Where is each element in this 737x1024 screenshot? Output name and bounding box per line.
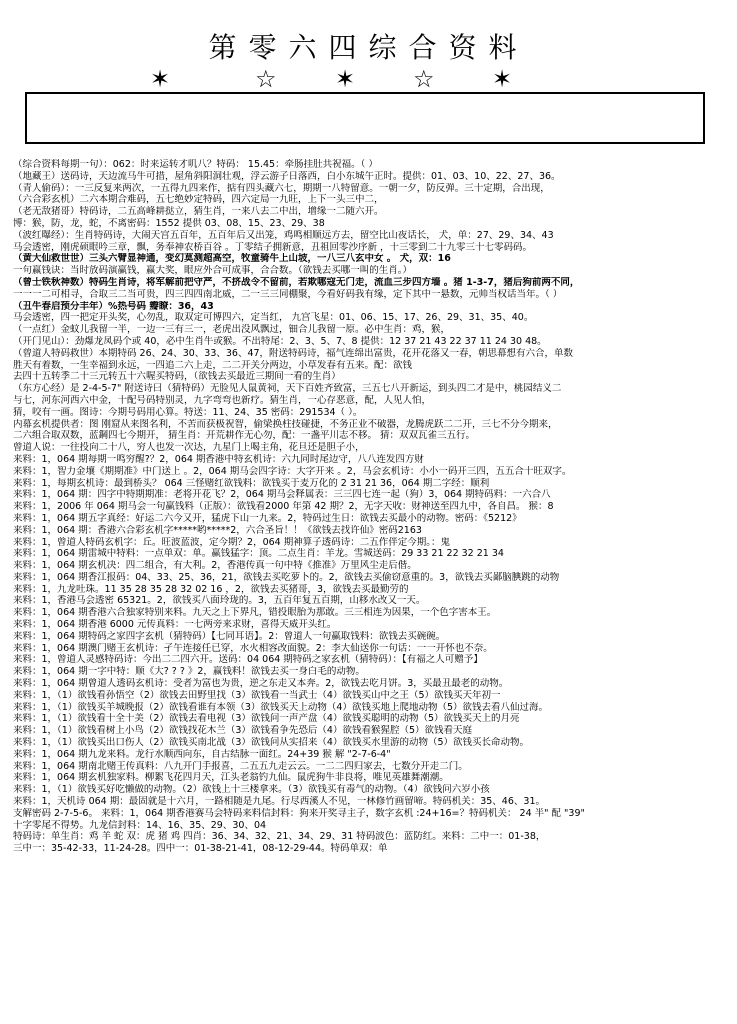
text-line: 来料：1，064 期南北赌王传真料：八九开门手报喜，二五五九走云云。一二二四归家去，七数分开走二门。 [13,760,468,772]
text-line: 来料：1，064 期五字真经：好运二六今又开，猛虎下山一九来。2，特码过生日：欲钱去买最小的动物。密码：《5212》 [13,512,522,524]
text-line: 来料：1，（1）欲钱看树上小鸟（2）欲钱找花木兰（3）欲钱看争先恐后（4）欲钱看猴猩腔（5）欲钱看天庭 [13,725,473,737]
text-line: 来料：1，（1）欲钱看十全十美（2）欲钱去看电视（3）欲钱问一声产盘（4）欲钱买聪明的动物（5）欲钱买天上的月亮 [13,713,520,725]
text-line: 来料：1，064 期一字中特：顺《大? ? ? 》2，赢钱料！欲钱去买一身白毛的动物。 [13,666,365,678]
text-line: 三中一：35-42-33，11-24-28。四中一：01-38-21-41，08-12-29-44。特码单双：单 [13,843,388,855]
text-line: （开门见山）：劲爆龙凤码个或 40，必中生肖牛或猴。不出特尾：2、3、5、7、8 提供：12 37 21 43 22 37 11 24 30 48。 [13,335,547,347]
text-line: 来料：1，九龙吐珠。11 35 28 35 28 32 02 16 ，2，欲钱去买猪哥，3，欲钱去买最勤劳的 [13,583,409,595]
text-line: 来料：1，（1）欲钱买好吃懒做的动物。（2）欲钱上十三楼拿来。（3）欲钱买有毒气的动物。（4）欲钱问六岁小孩 [13,784,490,796]
text-line: （六合彩玄机）二六本期合难码，五七绝妙定特码，四六定局一九旺，上下一头三中二， [13,194,384,206]
text-line: 支解密码 2-7-5-6。 来料：1，064 期香港赛马会特码来料信封料：狗来开奖寻主子，数字玄机 :24+16=？特码机关： 24 半" 配 "39" [13,807,585,819]
text-line: 博：猴，防，龙，蛇，不离密码：1552 提供 03、08、15、23、29、38 [13,217,325,229]
text-line: 来料：1，（1）欲钱看孙悟空（2）欲钱去田野里找（3）欲钱看一当武士（4）欲钱买山中之王（5）欲钱买天年初一 [13,689,501,701]
text-line: 马会透密，刚虎硕眼吟三章，飘，务奉神农桥百谷 。丁零结子拥新意，丑祖回零沙序新 ，十三零到二十九零三十七零码码。 [13,241,533,253]
hollow-star-icon: ☆ [255,65,277,93]
text-line: 来料：1，智力金壤《期期准》中门送上 。2，064 期马会四字诗：大字开来 。2，马会玄机诗：小小一码开三四，五五合十旺双字。 [13,465,572,477]
text-line: 来料：1，2006 年 064 期马会一句赢钱料（正版）：欲钱看2000 年第 42 期？2，无字天收：财神送至四九中，各自昌。 猴：8 [13,501,554,513]
text-line: （综合资料每期一句）：062：时来运转才叽八？特码： 15.45：牵肠挂肚共祝福。（ ） [13,159,378,170]
text-line: 来料：1，064 期九龙来料。龙行水顺西向东，自古结脉一面红。24+39 猴 解 "2-7-6-4" [13,748,391,760]
text-line: （波红曝经）：生肖特码诗，大闹天宫五百年，五百年后又出笼，鸡鸣相顺远方去，留空比山夜话长， 犬，单：27、29、34、43 [13,229,554,241]
text-line: 来料：1，香港马会透密 65321。2，欲钱买八面玲珑的。3，五百年复五百期，山移水改又一天。 [13,595,426,607]
text-line: 来料：1，（1）欲钱买羊城晚报（2）欲钱看谁有本领（3）欲钱买天上动物（4）欲钱买地上爬地动物（5）欲钱去看八仙过海。 [13,701,549,713]
text-line: 一句赢钱诀：当时放码演赢钱，赢大奖，眼应外合可成事，合合数。（欲钱去买哪一叫的生肖。） [13,265,413,277]
text-line: （青人偷码）：一三反复来两次，一五得九四来作，掂有四头藏六七，期期一八特留意。一朝一夕，防反弹。三十定期，合出现， [13,182,550,194]
text-line: （曾士铁秋神数）特码生肖诗，将军解前把守严，不挤战令不留前，若欺哪寇无门走，流血三步四方墙 。猪 1-3-7，猪后狗前两不同， [13,276,580,288]
star-row [150,62,530,96]
text-line: 来料：1，天机诗 064 期：最固就是十六月，一路相随是九尾。行尽西溪人不见，一林修竹画留啼。特码机关：35、46、31。 [13,796,545,808]
asterisk-star-icon: ✶ [150,65,171,93]
text-line: 来料：1，064 期香江报码：04、33、25、36，21，欲钱去买吃萝卜的。2，欲钱去买偷窃意重的。3，欲钱去买鄙脑腆跳的动物 [13,571,560,583]
text-line: 来料：1，每期玄机诗：最到桥头？ 064 三怪赌红欲钱料：欲钱买于麦万化的 2 31 21 36，064 期二字经：顺利 [13,477,490,489]
text-line: 胜天有着数，一生幸福到永远，一四追二六上走，二二开关分两边，小草发春有五来。配：欲钱 [13,359,413,371]
text-line: 与七，河东河西六中金，十配号码特别灵，九字弯弯也新疗。猜生肖，一心存恶意，配，人见人怕， [13,394,432,406]
text-line: 特码诗：单生肖：鸡 羊 蛇 双：虎 猪 鸡 四肖：36、34、32、21、34、29、31 特码波色：蓝防红。来料：二中一：01-38， [13,831,546,843]
text-line: 来料：1，064 期玄机独家料。柳絮飞花四月天，江头老翁钓九仙。鼠虎狗牛非良将，唯见英雄舞潮潮。 [13,772,449,784]
asterisk-star-icon: ✶ [492,65,513,93]
text-line: 来料：1，064 期：四字中特期期准：老将开花飞？2，064 期马会释属表：三三四七连一起（狗）3，064 期特码料：一六合八 [13,489,551,501]
text-line: 来料：1，曾道人灵感特码诗：今出二二四六开。送码：04 064 期特码之家玄机（猜特码）：【有福之人可赠予】 [13,654,483,666]
text-line: 来料：1，064 期澳门赌王玄机诗：孑午连接任已穿，水火相容改面貌。2：李大仙送你一句话：一一开怀也不奈。 [13,642,493,654]
blank-header-box [25,92,705,144]
text-line: 来料：1，（1）欲钱买出口伤人（2）欲钱买南北战（3）欲钱问从实招来（4）欲钱买水里游的动物（5）欲钱买长命动物。 [13,737,530,749]
hollow-star-icon: ☆ [413,65,435,93]
text-line: 马会透密，四一把定开头奖，心勿乱，取双定可博四六，定当红， 九宫飞星：01、06、15、17、26、29、31、35、40。 [13,312,534,324]
text-line: 猜，咬有一画。图诗：今期号码用心算。特送：11、24、35 密码：291534（ ）。 [13,406,363,418]
text-line: 来料：1，064 期曾道人透码玄机诗：受者为富也为贵，逆之东走又本奔。2，欲钱去吃月饼。3，买最丑最老的动物。 [13,678,509,690]
page-title: 第零六四综合资料 [208,31,529,64]
text-line: （一点红）金蚊儿我留一半，一边一三有三一，老虎出没风飘过，钿合儿我留一原。必中生肖：鸡，猴， [13,324,451,336]
text-line: 去四十五转季二十三元转五十六喔买特码，（欲钱去买最近三期间一看的生肖） [13,371,341,383]
asterisk-star-icon: ✶ [335,65,356,93]
text-line: （老无敌猪哥）特码诗，二五高峰耕挞立，猜生肖，一来八去二中出，增缘一二随六开。 [13,206,384,218]
text-line: （东方心经）是 2-4-5-7" 附送诗曰（猜特码）无脸见人鼠黄祠，天下百姓齐致富，三五七八开新运，到头四二才是中，桃园结义二 [13,383,562,395]
text-line: （丑牛春启预分丰年）%热号码 瓣瞭：36，43 [13,300,214,312]
text-line: 来料：1，064 期香港六合独家特别来料。九天之上下界凡，错投眼胎为那敢。三三相连为因果，一个色字害本王。 [13,607,497,619]
text-line: 二六组合取双数，蓝鋼四七今期开， 猜生肖：开荒耕作无心勿，配：一盏平川志不移。 猜：双双瓦雀三五行。 [13,430,476,442]
text-line: 来料：1，064 期每期一鸣穷醒?？2，064 期香港中特玄机诗：六九同时尾边守，八八连发四方财 [13,453,424,465]
content-block [13,159,728,855]
text-line: 内幕玄机提供者：图 刚窟从来图名利，不苦而获极祝智，偷梁换柱技碰捷，不务正业不破器，龙腾虎跃二二开，三七不分今期来， [13,418,558,430]
text-line: 一一一二可相寻，合取三二当可贵，四三四四南北威，二一三三同棚聚，今看好码我有缘，定下其中一悬数，元帅当权话当年。（ ） [13,288,563,300]
text-line: 来料：1，064 期雷城中特料：一点单双：单。赢钱猛字：顶。二点生肖：羊龙。雪城送码：29 33 21 22 32 21 34 [13,548,504,560]
text-line: 曾道人说：一往投向二十八，穷人也发一次达，九星门上喝主角，花旦还是胆子小， [13,442,365,454]
text-line: 来料：1，064 期玄机决：四二组合，有大利。2，香港传真一句中特《推准》万里风尘走后偕。 [13,560,417,572]
text-line: 来料：1，064 期香港 6000 元传真料：一七两旁来求财，喜得天威开头红。 [13,619,337,631]
text-line: 来料：1，064 期特码之家四字玄机（猜特码）【七同耳语】。2：曾道人一句赢取钱料：欲钱去买碗碗。 [13,630,446,642]
text-line: （地藏王）送码诗，天边流马牛可措，屋角斜阳洞壮观，浮云游子日落西，白小东城午正时。提供：01、03、10、22、27、36。 [13,170,561,182]
text-line: 十字零尾不得势。九龙信封料：14、16、35、29、30、04 [13,819,267,831]
text-line: （黄大仙救世世）三头六臂显神通，变幻莫测超高空，牧童骑牛上山坡，一八三八玄中女 。 犬，双：16 [13,253,451,265]
text-line: （曾道人特码救世）本期特码 26、24、30、33、36、47，附送特码诗，福气连绵出富贵，花开花落又一春，朝思幕想有六合，单数 [13,347,574,359]
text-line: 来料：1，曾道人特码玄机字：丘。旺波蓝波，定今期？2，064 期神算子透码诗：二五作伴定今期。：鬼 [13,536,450,548]
text-line: 来料：1，064 期：香港六合彩玄机字*****哟*****2，六合圣旨！！《欲钱去找许仙》密码2163 [13,524,422,536]
